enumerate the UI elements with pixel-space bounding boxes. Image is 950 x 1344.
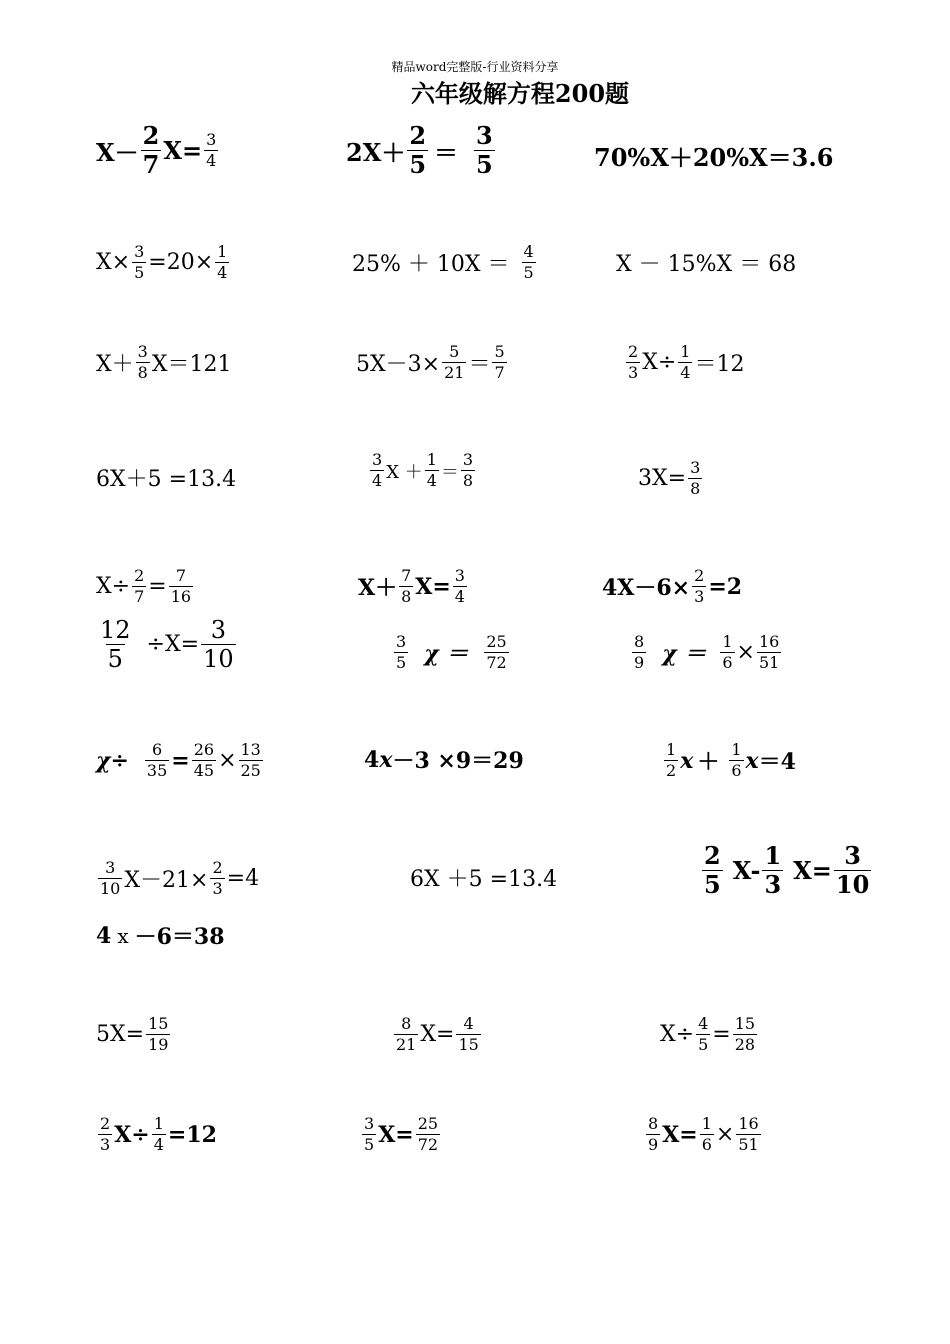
fraction: $\frac{3}{10}$ <box>203 616 234 673</box>
fraction: $\frac{7}{16}$ <box>170 566 192 606</box>
eq-text: X ＋ <box>386 461 423 483</box>
fraction: $\frac{7}{8}$ <box>401 566 412 606</box>
fraction: $\frac{2}{5}$ <box>409 121 427 179</box>
eq-text: ＋ <box>697 749 720 775</box>
eq-text: 70%X＋20%X＝3.6 <box>594 143 834 172</box>
fraction: $\frac{3}{4}$ <box>206 130 217 170</box>
eq-text: 6X ＋5 =13.4 <box>410 867 558 892</box>
equation-r3c1 <box>96 344 232 381</box>
eq-text: 4 <box>96 922 112 949</box>
equation-r10c1 <box>96 1016 172 1053</box>
fraction: $\frac{1}{4}$ <box>217 242 228 282</box>
eq-text: 4X－6× <box>602 575 691 601</box>
fraction: $\frac{1}{4}$ <box>153 1114 164 1154</box>
eq-text: χ ＝ <box>662 641 707 667</box>
fraction: $\frac{3}{4}$ <box>372 450 383 490</box>
eq-text: ＝ <box>434 138 459 167</box>
eq-text: X÷ <box>114 1121 150 1148</box>
eq-text: X= <box>378 1121 414 1148</box>
eq-text: X= <box>662 1121 698 1148</box>
fraction: $\frac{2}{3}$ <box>628 342 639 382</box>
equation-r8c2 <box>410 862 557 893</box>
eq-text: χ ＝ <box>424 641 469 667</box>
fraction: $\frac{3}{5}$ <box>396 632 407 672</box>
fraction: $\frac{6}{35}$ <box>146 740 168 780</box>
equation-r10c3 <box>660 1016 759 1053</box>
page-header: 精品word完整版-行业资料分享 <box>391 60 559 74</box>
equation-r3c2 <box>356 344 509 381</box>
equation-r2c2 <box>352 244 538 281</box>
eq-text: 3X= <box>638 466 687 491</box>
fraction: $\frac{2}{5}$ <box>704 841 721 899</box>
eq-text: × <box>736 640 755 665</box>
eq-text: =20× <box>148 250 214 275</box>
eq-text: =4 <box>226 866 260 891</box>
equation-r2c3 <box>616 247 796 278</box>
fraction: $\frac{2}{7}$ <box>142 121 160 179</box>
fraction: $\frac{8}{21}$ <box>396 1014 417 1054</box>
fraction: $\frac{3}{5}$ <box>476 121 493 179</box>
equation-r8c3 <box>700 841 873 899</box>
eq-text: X－ <box>96 138 139 167</box>
fraction: $\frac{1}{6}$ <box>731 740 742 780</box>
eq-text: ＝12 <box>694 352 745 377</box>
fraction: $\frac{15}{28}$ <box>734 1014 756 1054</box>
fraction: $\frac{8}{9}$ <box>634 632 645 672</box>
eq-text: X= <box>163 136 203 165</box>
fraction: $\frac{3}{8}$ <box>137 342 148 382</box>
fraction: $\frac{3}{8}$ <box>462 450 474 490</box>
fraction: $\frac{4}{5}$ <box>523 242 534 282</box>
eq-text: = <box>171 747 190 774</box>
eq-text: X= <box>793 856 832 885</box>
equation-r2c1 <box>96 244 231 281</box>
fraction: $\frac{5}{21}$ <box>444 342 465 382</box>
fraction: $\frac{26}{45}$ <box>193 740 215 780</box>
equation-r4c3 <box>638 460 704 497</box>
fraction: $\frac{2}{7}$ <box>134 566 145 606</box>
eq-text: ÷X= <box>146 632 200 657</box>
eq-text: × <box>715 1122 735 1147</box>
fraction: $\frac{2}{3}$ <box>100 1114 111 1154</box>
fraction: $\frac{1}{2}$ <box>666 740 677 780</box>
fraction: $\frac{16}{51}$ <box>758 632 780 672</box>
equation-r3c3 <box>624 344 744 381</box>
equation-r5c1 <box>96 568 195 605</box>
equation-r6c1 <box>96 618 238 671</box>
fraction: $\frac{25}{72}$ <box>417 1114 439 1154</box>
equation-r1c2 <box>346 121 497 179</box>
equation-r7c3 <box>662 742 796 779</box>
eq-text: X- <box>732 856 761 885</box>
fraction: $\frac{5}{7}$ <box>494 342 505 382</box>
eq-variable: x <box>379 746 393 773</box>
fraction: $\frac{16}{51}$ <box>738 1114 759 1154</box>
fraction: $\frac{1}{4}$ <box>426 450 437 490</box>
eq-text: －6＝38 <box>134 924 225 950</box>
equation-r5c3 <box>602 568 742 605</box>
eq-text: =2 <box>708 573 743 600</box>
fraction: $\frac{2}{3}$ <box>212 858 223 898</box>
eq-text: X＋ <box>358 575 398 601</box>
fraction: $\frac{3}{8}$ <box>690 458 701 498</box>
eq-text: ＝4 <box>758 749 796 775</box>
equation-r7c2 <box>364 744 524 775</box>
fraction: $\frac{25}{72}$ <box>486 632 507 672</box>
eq-text: 5X= <box>96 1022 145 1047</box>
eq-text: X÷ <box>660 1022 695 1047</box>
equation-r9c1 <box>96 920 225 951</box>
eq-text: X － 15%X ＝ 68 <box>616 252 797 277</box>
eq-text: X= <box>420 1022 455 1047</box>
fraction: $\frac{3}{10}$ <box>100 858 121 898</box>
equation-r4c1 <box>96 462 236 493</box>
eq-text: X÷ <box>96 574 131 599</box>
equation-r6c2 <box>392 634 511 671</box>
eq-variable: x <box>117 923 129 948</box>
fraction: $\frac{1}{6}$ <box>701 1114 712 1154</box>
eq-text: X＋ <box>96 352 134 377</box>
eq-text: ＝ <box>468 352 491 377</box>
equation-r1c3 <box>594 138 833 173</box>
eq-text: =12 <box>167 1121 217 1148</box>
eq-text: X÷ <box>642 350 677 375</box>
eq-text: X－21× <box>124 868 209 893</box>
fraction: $\frac{12}{5}$ <box>100 616 131 673</box>
eq-text: ＝ <box>440 461 459 483</box>
fraction: $\frac{1}{3}$ <box>764 841 782 899</box>
fraction: $\frac{4}{15}$ <box>458 1014 479 1054</box>
eq-text: X= <box>415 573 451 600</box>
equation-r7c1 <box>96 742 265 779</box>
eq-text: 25% ＋ 10X ＝ <box>352 252 510 277</box>
eq-text: －3 ×9＝29 <box>392 748 524 774</box>
eq-text: 2X＋ <box>346 138 406 167</box>
equation-r4c2 <box>368 452 477 489</box>
fraction: $\frac{13}{25}$ <box>240 740 261 780</box>
fraction: $\frac{3}{5}$ <box>364 1114 375 1154</box>
equation-r11c1 <box>96 1116 217 1153</box>
page-title: 六年级解方程200题 <box>410 79 630 108</box>
fraction: $\frac{3}{4}$ <box>454 566 465 606</box>
fraction: $\frac{1}{4}$ <box>680 342 691 382</box>
equation-r5c2 <box>358 568 469 605</box>
equation-r6c3 <box>630 634 783 671</box>
equation-r8c1 <box>96 860 259 897</box>
fraction: $\frac{15}{19}$ <box>148 1014 169 1054</box>
equation-r11c3 <box>644 1116 763 1153</box>
fraction: $\frac{4}{5}$ <box>698 1014 709 1054</box>
fraction: $\frac{3}{10}$ <box>835 841 870 899</box>
equation-r10c2 <box>392 1016 483 1053</box>
fraction: $\frac{3}{5}$ <box>134 242 145 282</box>
eq-text: × <box>218 748 237 773</box>
equation-r11c2 <box>360 1116 442 1153</box>
equation-r1c1 <box>96 121 220 179</box>
fraction: $\frac{1}{6}$ <box>722 632 733 672</box>
eq-text: χ÷ <box>96 747 129 774</box>
fraction: $\frac{8}{9}$ <box>648 1114 659 1154</box>
eq-text: 5X－3× <box>356 352 441 377</box>
eq-text: = <box>712 1022 731 1047</box>
eq-text: 6X＋5 =13.4 <box>96 467 237 492</box>
eq-variable: x <box>680 747 694 774</box>
fraction: $\frac{2}{3}$ <box>694 566 705 606</box>
eq-text: X× <box>96 250 131 275</box>
eq-variable: x <box>745 747 759 774</box>
eq-text: = <box>148 574 167 599</box>
eq-text: X＝121 <box>151 352 232 377</box>
eq-text: 4 <box>364 746 380 773</box>
